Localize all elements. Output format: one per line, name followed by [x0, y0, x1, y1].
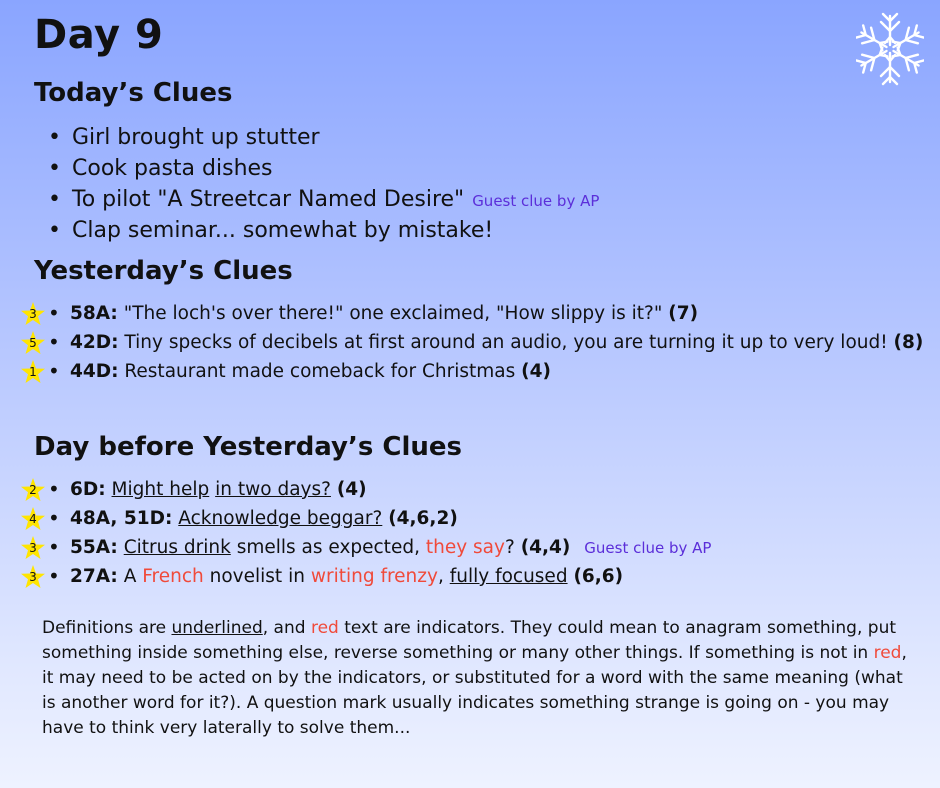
clue-text: "The loch's over there!" one exclaimed, "How slippy is it?"	[123, 303, 663, 324]
difficulty-star-icon	[20, 477, 46, 503]
clue-text: Tiny specks of decibels at first around an audio, you are turning it up to very loud!	[124, 332, 888, 353]
clue-indicator: they say	[425, 537, 505, 558]
clue-id: 42D:	[70, 332, 119, 353]
list-item	[29, 357, 923, 386]
clue-indicator: writing frenzy	[310, 566, 438, 587]
list-item	[29, 475, 711, 504]
note-red: red	[873, 643, 902, 663]
difficulty-star-icon	[20, 330, 46, 356]
clue-length: (7)	[668, 303, 699, 324]
clue-length: (4)	[521, 361, 551, 382]
clue-id: 6D:	[70, 479, 106, 500]
list-item	[46, 122, 599, 153]
list-item	[29, 299, 923, 328]
day-before-heading: Day before Yesterday’s Clues	[34, 432, 463, 462]
list-item	[46, 153, 599, 184]
today-heading: Today’s Clues	[34, 78, 233, 108]
star-rating: • 5	[29, 336, 37, 350]
clue-definition: in two days?	[215, 479, 331, 500]
clue-length: (6,6)	[573, 566, 624, 587]
difficulty-star-icon	[20, 359, 46, 385]
clue-length: (8)	[893, 332, 924, 353]
guest-credit: Guest clue by AP	[472, 192, 600, 210]
star-rating: • 3	[29, 570, 37, 584]
note-text: , and	[262, 618, 306, 638]
clue-length: (4,4)	[520, 537, 571, 558]
clue-definition: Might help	[111, 479, 210, 500]
star-rating: • 4	[29, 512, 37, 526]
clue-id: 48A, 51D:	[70, 508, 173, 529]
clue-definition: Citrus drink	[123, 537, 231, 558]
clue-text: To pilot "A Streetcar Named Desire"	[72, 187, 465, 212]
clue-id: 27A:	[70, 566, 118, 587]
star-rating: • 3	[29, 307, 37, 321]
clue-text: novelist in	[209, 566, 305, 587]
clue-id: 55A:	[70, 537, 118, 558]
note-red: red	[310, 618, 339, 638]
list-item	[29, 533, 712, 562]
today-clue-list	[46, 122, 599, 246]
note-text: , it may need to be acted on by the indicators, or substituted for a word with the same meaning (what is another word for it?). A question mark usually indicates something strange is going on - you may have to think very laterally to solve them...	[42, 643, 907, 738]
list-item	[46, 215, 599, 246]
clue-id: 58A:	[70, 303, 118, 324]
clue-text: smells as expected,	[236, 537, 420, 558]
note-underlined: underlined	[171, 618, 263, 638]
clue-text: Cook pasta dishes	[72, 156, 273, 181]
list-item	[29, 504, 711, 533]
note-text: text are indicators. They could mean to anagram something, put something inside something else, reverse something or many other things. If something is not in	[42, 618, 897, 663]
clue-text: ?	[504, 537, 515, 558]
star-rating: • 2	[29, 483, 37, 497]
yesterday-heading: Yesterday’s Clues	[34, 256, 293, 286]
difficulty-star-icon	[20, 506, 46, 532]
day-before-clue-list	[29, 475, 712, 591]
clue-text: Restaurant made comeback for Christmas	[124, 361, 516, 382]
yesterday-clue-list	[29, 299, 924, 386]
explanation-note	[42, 616, 912, 741]
list-item	[46, 184, 599, 215]
list-item	[29, 328, 924, 357]
clue-text: Clap seminar... somewhat by mistake!	[72, 218, 494, 243]
clue-length: (4)	[336, 479, 367, 500]
difficulty-star-icon	[20, 564, 46, 590]
difficulty-star-icon	[20, 535, 46, 561]
guest-credit: Guest clue by AP	[584, 539, 712, 557]
snowflake-icon	[856, 12, 924, 86]
clue-text: ,	[437, 566, 444, 587]
star-rating: • 1	[29, 365, 37, 379]
clue-definition: fully focused	[449, 566, 568, 587]
clue-definition: Acknowledge beggar?	[178, 508, 383, 529]
clue-id: 44D:	[70, 361, 119, 382]
page-title: Day 9	[34, 12, 164, 58]
star-rating: • 3	[29, 541, 37, 555]
difficulty-star-icon	[20, 301, 46, 327]
clue-text: Girl brought up stutter	[72, 125, 320, 150]
note-text: Definitions are	[42, 618, 167, 638]
clue-text: A	[123, 566, 137, 587]
clue-length: (4,6,2)	[388, 508, 458, 529]
clue-indicator: French	[142, 566, 204, 587]
list-item	[29, 562, 711, 591]
